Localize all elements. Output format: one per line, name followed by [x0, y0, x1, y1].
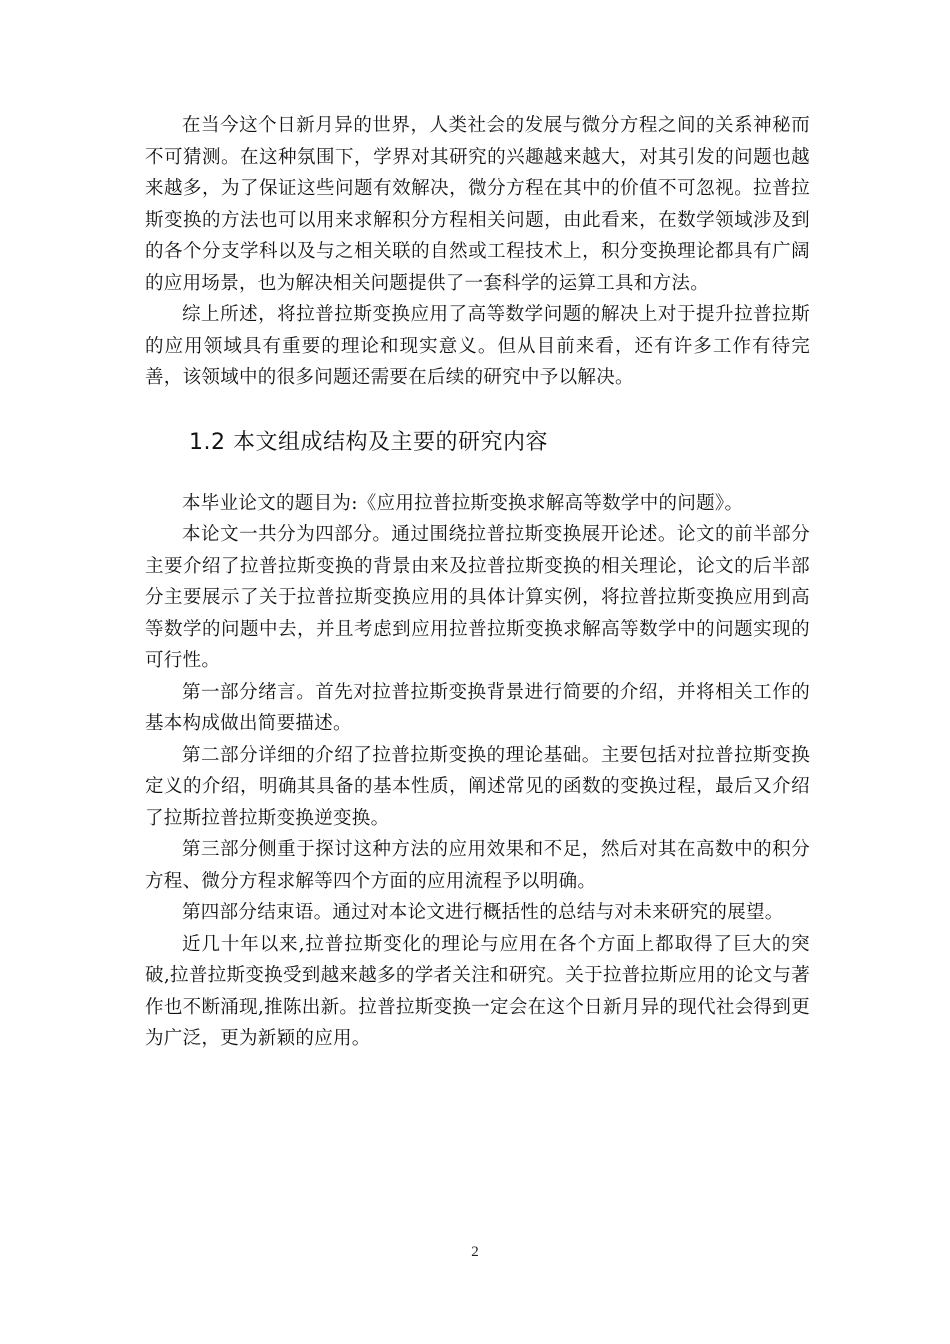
section-heading: 1.2 本文组成结构及主要的研究内容	[189, 429, 548, 455]
body-paragraph: 近几十年以来,拉普拉斯变化的理论与应用在各个方面上都取得了巨大的突破,拉普拉斯变换受到越来越多的学者关注和研究。关于拉普拉斯应用的论文与著作也不断涌现,推陈出新。拉普拉斯变换一定会在这个日新月异的现代社会得到更为广泛，更为新颖的应用。	[145, 933, 810, 1049]
body-paragraph: 本毕业论文的题目为:《应用拉普拉斯变换求解高等数学中的问题》。	[182, 492, 744, 514]
body-paragraph: 第四部分结束语。通过对本论文进行概括性的总结与对未来研究的展望。	[182, 902, 784, 923]
body-paragraph: 第三部分侧重于探讨这种方法的应用效果和不足，然后对其在高数中的积分方程、微分方程求解等四个方面的应用流程予以明确。	[145, 839, 810, 892]
intro-paragraph: 在当今这个日新月异的世界，人类社会的发展与微分方程之间的关系神秘而不可猜测。在这种氛围下，学界对其研究的兴趣越来越大，对其引发的问题也越来越多，为了保证这些问题有效解决，微分方程在其中的价值不可忽视。拉普拉斯变换的方法也可以用来求解积分方程相关问题，由此看来，在数学领域涉及到的各个分支学科以及与之相关联的自然或工程技术上，积分变换理论都具有广阔的应用场景，也为解决相关问题提供了一套科学的运算工具和方法。	[145, 115, 810, 294]
page-number: 2	[471, 1244, 479, 1260]
body-paragraph: 第一部分绪言。首先对拉普拉斯变换背景进行简要的介绍，并将相关工作的基本构成做出简要描述。	[145, 681, 810, 734]
intro-paragraph: 综上所述，将拉普拉斯变换应用了高等数学问题的解决上对于提升拉普拉斯的应用领域具有重要的理论和现实意义。但从目前来看，还有许多工作有待完善，该领域中的很多问题还需要在后续的研究中予以解决。	[145, 304, 810, 388]
body-paragraph: 第二部分详细的介绍了拉普拉斯变换的理论基础。主要包括对拉普拉斯变换定义的介绍，明确其具备的基本性质，阐述常见的函数的变换过程，最后又介绍了拉斯拉普拉斯变换逆变换。	[145, 744, 810, 829]
body-paragraph: 本论文一共分为四部分。通过围绕拉普拉斯变换展开论述。论文的前半部分主要介绍了拉普拉斯变换的背景由来及拉普拉斯变换的相关理论，论文的后半部分主要展示了关于拉普拉斯变换应用的具体计算实例，将拉普拉斯变换应用到高等数学的问题中去，并且考虑到应用拉普拉斯变换求解高等数学中的问题实现的可行性。	[145, 524, 810, 671]
document-page	[145, 110, 810, 1055]
